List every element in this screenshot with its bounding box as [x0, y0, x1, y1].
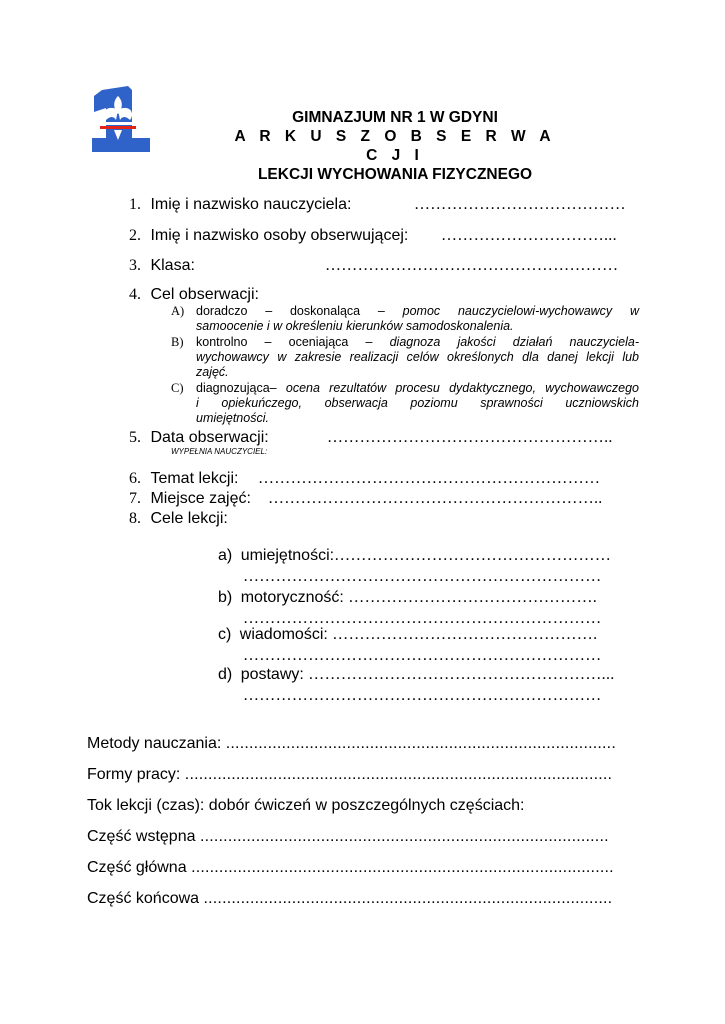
option-description: zajęć. — [196, 365, 229, 379]
teaching-methods-label: Metody nauczania: — [87, 735, 222, 752]
final-part-label: Część końcowa — [87, 890, 200, 907]
item-label: Cele lekcji: — [150, 510, 228, 527]
observer-name-field[interactable]: …………………………... — [441, 227, 617, 244]
motor-field-line-2[interactable]: ………………………………………………………… — [243, 610, 602, 627]
document-header — [230, 108, 560, 184]
intro-part-label: Część wstępna — [87, 828, 196, 845]
item-number: 4. — [129, 286, 141, 303]
item-observation-goal — [129, 286, 259, 304]
main-part-label: Część główna — [87, 859, 187, 876]
option-text: doradczo – doskonaląca – — [196, 304, 403, 318]
item-label: Temat lekcji: — [150, 470, 239, 487]
item-number: 2. — [129, 227, 141, 244]
school-emblem-icon — [88, 86, 154, 156]
item-number: 6. — [129, 470, 141, 487]
item-label: Imię i nazwisko osoby obserwującej: — [150, 227, 409, 244]
teaching-methods-row — [87, 735, 616, 753]
item-label: Klasa: — [150, 257, 195, 274]
knowledge-field-line-2[interactable]: ………………………………………………………… — [243, 647, 602, 664]
attitudes-field[interactable]: ………………………………………………... — [308, 666, 615, 683]
skills-field[interactable]: …………………………………………… — [334, 547, 612, 564]
option-letter: A) — [171, 304, 185, 318]
goal-label: postawy: — [240, 666, 304, 683]
goal-skills — [218, 547, 611, 565]
item-class — [129, 257, 195, 275]
goal-option-b[interactable] — [171, 335, 639, 380]
class-field[interactable]: ……………………………………………… — [325, 257, 619, 274]
final-part-row — [87, 890, 612, 908]
option-text: kontrolno – oceniająca – — [196, 335, 390, 349]
goal-label: umiejętności: — [240, 547, 335, 564]
item-number: 8. — [129, 510, 141, 527]
item-label: Miejsce zajęć: — [150, 490, 251, 507]
option-description: diagnoza jakości działań nauczyciela- — [389, 335, 639, 349]
item-label: Data obserwacji: — [150, 429, 269, 446]
form-subtitle: LEKCJI WYCHOWANIA FIZYCZNEGO — [257, 166, 533, 183]
option-text: diagnozująca– — [196, 381, 286, 395]
intro-part-field[interactable]: ........................................................................................ — [199, 828, 609, 845]
teacher-name-field[interactable]: ………………………………… — [414, 196, 626, 213]
option-description: umiejętności. — [196, 411, 269, 425]
motor-field[interactable]: ………………………………………. — [348, 589, 598, 606]
item-lesson-goals — [129, 510, 228, 528]
goal-option-a[interactable] — [171, 304, 639, 334]
skills-field-line-2[interactable]: ………………………………………………………… — [243, 568, 602, 585]
option-description: samoocenie i w określeniu kierunków samodoskonalenia. — [196, 319, 514, 333]
goal-option-c[interactable] — [171, 381, 639, 426]
item-number: 5. — [129, 429, 141, 446]
observation-date-field[interactable]: …………………………………………….. — [327, 429, 613, 446]
option-description: pomoc nauczycielowi-wychowawcy w — [402, 304, 639, 318]
option-description: i opiekuńczego, obserwacja poziomu sprawności uczniowskich — [196, 396, 639, 410]
option-letter: C) — [171, 381, 184, 395]
option-description: ocena rezultatów procesu dydaktycznego, wychowawczego — [285, 381, 639, 395]
work-forms-label: Formy pracy: — [87, 766, 181, 783]
item-observer-name — [129, 227, 408, 245]
goal-letter: c) — [218, 626, 232, 643]
item-label: Imię i nazwisko nauczyciela: — [150, 196, 352, 213]
teacher-fills-note: WYPEŁNIA NAUCZYCIEL: — [171, 447, 268, 456]
knowledge-field[interactable]: …………………………………………. — [332, 626, 598, 643]
goal-label: motoryczność: — [240, 589, 344, 606]
item-lesson-topic — [129, 470, 238, 488]
final-part-field[interactable]: ........................................................................................ — [203, 890, 613, 907]
item-number: 1. — [129, 196, 141, 213]
attitudes-field-line-2[interactable]: ………………………………………………………… — [243, 687, 602, 704]
item-number: 7. — [129, 490, 141, 507]
form-title: A R K U S Z O B S E R W A C J I — [234, 128, 556, 164]
goal-letter: b) — [218, 589, 233, 606]
lesson-place-field[interactable]: …………………………………………………….. — [268, 490, 603, 507]
work-forms-row — [87, 766, 612, 784]
main-part-row — [87, 859, 614, 877]
work-forms-field[interactable]: ............................................................................................ — [184, 766, 613, 783]
goal-label: wiadomości: — [239, 626, 328, 643]
goal-letter: d) — [218, 666, 233, 683]
item-lesson-place — [129, 490, 251, 508]
school-name: GIMNAZJUM NR 1 W GDYNI — [292, 109, 498, 126]
item-observation-date — [129, 429, 269, 447]
goal-knowledge — [218, 626, 597, 644]
goal-motor — [218, 589, 597, 607]
option-description: wychowawcy w zakresie realizacji celów określonych dla danej lekcji lub — [196, 350, 639, 364]
item-teacher-name — [129, 196, 351, 214]
main-part-field[interactable]: ........................................................................................... — [191, 859, 614, 876]
goal-attitudes — [218, 666, 615, 684]
lesson-course-heading: Tok lekcji (czas): dobór ćwiczeń w poszczególnych częściach: — [87, 797, 525, 814]
lesson-topic-field[interactable]: ……………………………………………………… — [258, 470, 601, 487]
intro-part-row — [87, 828, 609, 846]
goal-letter: a) — [218, 547, 233, 564]
item-label: Cel obserwacji: — [150, 286, 259, 303]
item-number: 3. — [129, 257, 141, 274]
teaching-methods-field[interactable]: .................................................................................... — [225, 735, 616, 752]
option-letter: B) — [171, 335, 184, 349]
